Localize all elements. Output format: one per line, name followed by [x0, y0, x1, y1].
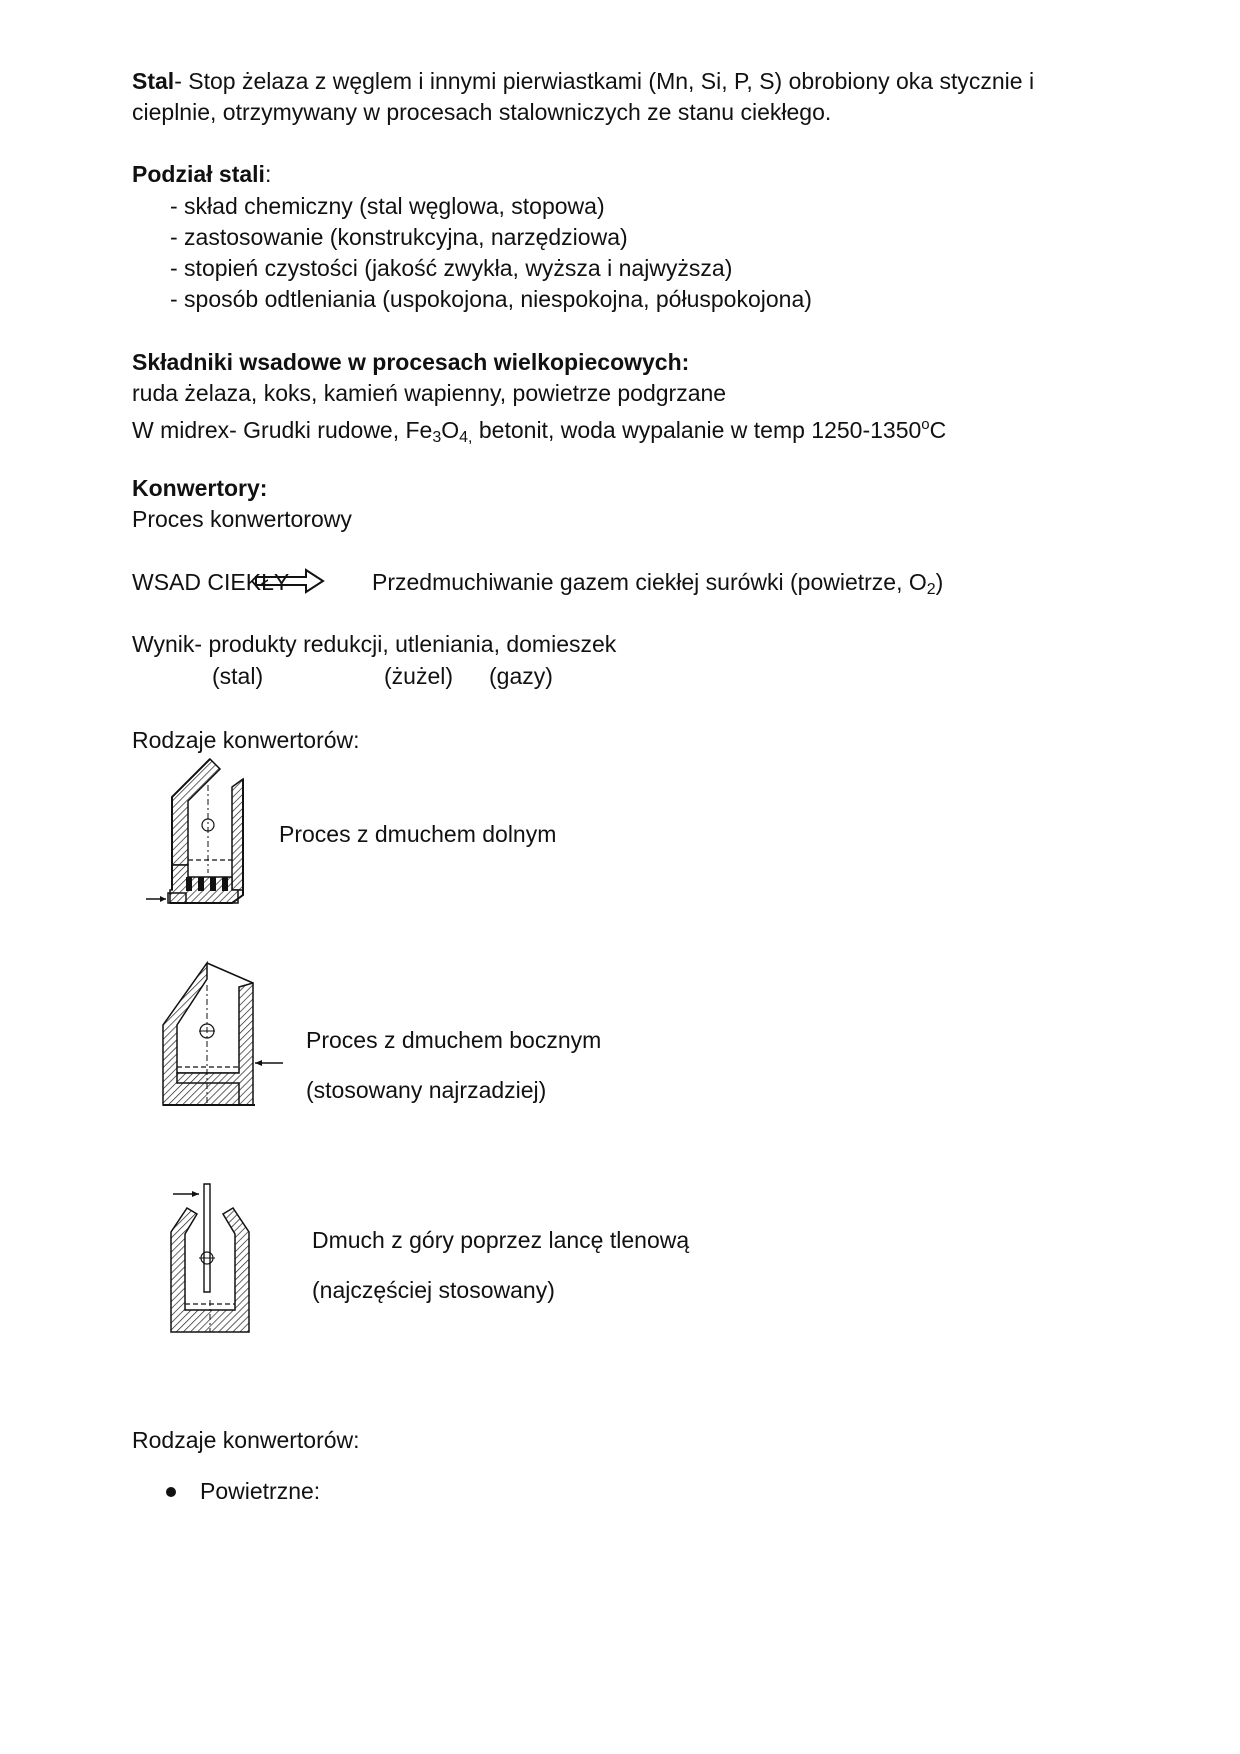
intro-line-2: cieplnie, otrzymywany w procesach stalowniczych ze stanu ciekłego. [132, 99, 832, 125]
blow-text-line [372, 568, 943, 604]
result-gas: (gazy) [489, 663, 553, 689]
hollow-right-arrow-icon [256, 568, 326, 594]
blow-text: Przedmuchiwanie gazem ciekłej surówki (powietrze, O [372, 569, 927, 595]
type-note: (najczęściej stosowany) [312, 1277, 555, 1303]
type-note: (stosowany najrzadziej) [306, 1077, 547, 1103]
term-stal: Stal [132, 68, 175, 94]
intro-definition: Stop żelaza z węglem i innymi pierwiastkami (Mn, Si, P, S) obrobiony oka stycznie i [188, 68, 1035, 94]
top-lance-converter-diagram [165, 1180, 260, 1340]
intro-line-1 [132, 67, 1034, 95]
charge-midrex-text: W midrex- Grudki rudowe, Fe [132, 417, 433, 443]
division-item: - stopień czystości (jakość zwykła, wyższa i najwyższa) [170, 255, 733, 281]
type-label: Dmuch z góry poprzez lancę tlenową [312, 1227, 690, 1253]
charge-o: O [441, 417, 460, 443]
charge-heading: Składniki wsadowe w procesach wielkopiecowych: [132, 349, 690, 375]
side-blow-converter-diagram [155, 955, 290, 1110]
division-item: - skład chemiczny (stal węglowa, stopowa) [170, 193, 605, 219]
term-dash: - [174, 68, 189, 94]
division-item: - sposób odtleniania (uspokojona, niespokojna, półuspokojona) [170, 286, 812, 312]
input-label: WSAD CIEKŁY [132, 569, 290, 595]
types-heading: Rodzaje konwertorów: [132, 727, 360, 753]
result-slag: (żużel) [384, 663, 454, 689]
types2-bullet: Powietrzne: [200, 1478, 321, 1504]
division-colon: : [264, 161, 272, 187]
types2-heading: Rodzaje konwertorów: [132, 1427, 360, 1453]
charge-sub-4: 4, [459, 429, 473, 446]
type-label: Proces z dmuchem dolnym [279, 821, 557, 847]
charge-degree: o [921, 416, 930, 433]
type-label: Proces z dmuchem bocznym [306, 1027, 602, 1053]
result-steel: (stal) [212, 663, 264, 689]
division-heading-line [132, 160, 271, 188]
bullet-icon [166, 1487, 176, 1497]
charge-celsius: C [929, 417, 947, 443]
bottom-blow-converter-diagram [140, 755, 250, 910]
division-item: - zastosowanie (konstrukcyjna, narzędziowa) [170, 224, 628, 250]
result-line: Wynik- produkty redukcji, utleniania, domieszek [132, 631, 617, 657]
charge-midrex-rest: betonit, woda wypalanie w temp 1250-1350 [472, 417, 922, 443]
division-heading: Podział stali [132, 161, 265, 187]
charge-line-2 [132, 411, 946, 452]
converters-process-label: Proces konwertorowy [132, 506, 352, 532]
blow-sub-2: 2 [926, 581, 936, 598]
blow-end: ) [935, 569, 944, 595]
charge-sub-3: 3 [432, 429, 442, 446]
converters-heading: Konwertory: [132, 475, 268, 501]
charge-line-1: ruda żelaza, koks, kamień wapienny, powietrze podgrzane [132, 380, 727, 406]
